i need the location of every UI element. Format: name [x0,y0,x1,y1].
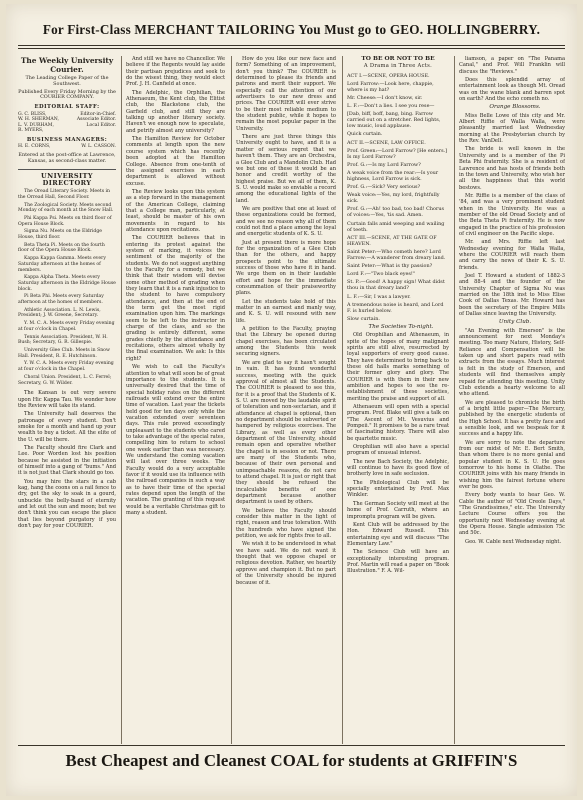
newspaper-page [6,4,577,796]
drama-subtitle: A Drama in Three Acts. [363,63,433,70]
article-paragraph: Miss Belle Lowe of this city and Mr. Albert Riffie of Walla Walla, were pleasantly married last Wednesday morning at the Presbyterian church by the Rev. VanDell. [459,112,565,145]
article-paragraph: We believe the Faculty should consider this matter in the light of right, reason and true toleration. With the hundreds who have signed the petition, we ask for rights free to all. [236,507,336,540]
article-paragraph: The Kansan is out very severe upon Hic Kappa Tau. We wonder how the Review will take its stand. [18,390,116,409]
article-paragraph: Mr. Riffie is a member of the class of '84, and was a very prominent student when in the University. He was a member of the old Oread Society and of the Beta Theta Pi fraternity. He is now engaged in the practice of his profession of civil engineer on the Pacific slope. [459,192,565,237]
drama-line: Prof. Green:—Lord Farrow? [He enters.] Is my Lord Farrow? [347,147,448,160]
drama-line: Saint Peter:—What is thy passion? [347,263,433,270]
masthead-subtitle: The Leading College Paper of the Southwest. [25,75,109,87]
column-5 [459,56,565,746]
staff-member-cell: Editor-in-Chief. [80,111,116,117]
column-divider [342,56,343,744]
column-2 [126,56,225,746]
directory-list [18,189,116,386]
article-paragraph: Let the students take hold of this matter in an earnest and manly way, and K. S. U. will resound with new life. [236,298,336,324]
bottom-rule [18,745,565,746]
postal-entry-note: Entered at the post-office at Lawrence, Kansas, as second-class matter. [18,151,116,164]
article-paragraph: The bride is well known in the University and is a member of the Pi Beta Phi fraternity. She is a resident of Lawrence and has hosts of friends both in the town and University, who wish her all the happiness that this world bestows. [459,146,565,191]
article-paragraph: The COURIER believes that in entering its protest against the system of marking, it voices the sentiment of the majority of the students. We do not suggest anything to the Faculty for a remedy, but we think that their wisdom will devise some other method of grading when they learn that it is a rank injustice to the student to have compulsory attendance, and then at the end of the term get the most rigid examination upon him. The markings seem to be left to the instructor in charge of the class, and so the grading is entirely different, some grades chiefly by the attendance and recitations, others almost wholly by the final examination. We ask: Is this right? [126,235,225,362]
drama-line: Prof. G.:—Ah! too bad, too bad! Chorus of voices:—Yes, 'tis sad. Amen. [347,206,444,219]
drama-line: Lord Farrow:—Look here, chappie, where is my hat? [347,80,434,93]
directory-item: University Glee Club. Meets in Snow Hall. President, R. E. Hutchinson. [18,348,110,359]
staff-member-cell: Local Editor. [86,122,116,128]
top-rule-thin [18,48,565,49]
column-3-articles [236,56,336,586]
staff-member-cell: W. H. SHERMAN, [18,117,59,123]
article-paragraph: We wish it to be understood in what we have said. We do not want it thought that we oppose chapel or religious devotion. Rather, we heartily approve and champion it. But no part of the University should be injured because of it. [236,541,336,586]
article-paragraph: The Philological Club will be specially entertained by Prof. Max Winkler. [347,479,449,499]
drama-line: Slow curtain. [347,315,380,322]
directory-item: The Zoological Society. Meets second Monday of each month at the Snow Hall. [18,202,114,214]
directory-item: Kappa Alpha Theta. Meets every Saturday afternoon in the Eldridge House block. [18,275,116,292]
societies-articles [347,332,449,574]
article-paragraph: We are positive that one at least of these organizations could be formed, and we see no reason why all of them could not find a place among the loyal and energetic students of K. S. U. [236,205,336,238]
masthead-title: The Weekly University Courier. [20,56,114,74]
business-manager-cell: W. L. CASSON. [81,144,116,150]
directory-item: Kappa Kappa Gamma. Meets every Saturday afternoon at the homes of members. [18,256,106,273]
column-divider [121,56,122,744]
article-paragraph: Kent Club will be addressed by the Hon. Edward Russell. This entertaining eye and will discuss "The Elementary Law." [347,521,449,547]
business-managers-heading: BUSINESS MANAGERS: [26,136,108,143]
societies-heading: The Societies To-night. [368,323,434,330]
article-paragraph: liamson, a paper on "The Panama Canal," and Prof. Will Franklin will discuss the "Reviews." [459,56,565,75]
column-divider [231,56,232,744]
article-paragraph: Just at present there is more hope for the organization of a Glee Club than for the others, and happy prospects point to the ultimate success of those who have it in hand. We urge them on in their laudable effort and hope for the immediate consummation of their praiseworthy plans. [236,239,336,297]
drama-line: L. F.:—Don't a lies. I see you rese— [347,103,435,110]
drama-line: A tremendous noise is heard, and Lord F. is hurled below. [347,301,444,314]
directory-item: Phi Kappa Psi. Meets on third floor of Opera House Block. [18,215,112,227]
drama-line: Weak voice:—Yes, my lord, frightfully sick. [347,192,440,205]
drama-line: ACT III.—SCENE, AT THE GATE OF HEAVEN. [347,234,437,247]
staff-member-cell: G. C. BLISS, [18,111,47,117]
drama-line: Saint Peter:—Who cometh here? Lord Farrow:—A wanderer from dreary land. [347,248,446,262]
article-paragraph: We wish to call the Faculty's attention to what will soon be of great importance to the students. It is universally desired that the time of special holiday rates on the different railroads will extend over the entire time of vacation. Last year the tickets held good for ten days only while the vacation extended over seventeen days. This rule proved exceedingly unpleasant to the students who cared to take advantage of the special rates, compelling him to return to school one week earlier than was necessary. We understand the coming vacation will last over three weeks. The Faculty would do a very acceptable favor if it would use its influence with the railroad companies in such a way as to have their time of the special rates depend upon the length of the vacation. The granting of this request would be a veritable Christmas gift to many a student. [126,364,225,517]
drama-line: Prof. G.:—Is my Lord Farrow? [347,161,421,168]
directory-item: Pi Beta Phi. Meets every Saturday afternoon at the homes of members. [18,294,104,306]
drama-title: TO BE OR NOT TO BE [361,56,435,62]
article-paragraph: Mr. and Mrs. Riffie left last Wednesday evening for Walla Walla, where the COURIER will reach them and carry the news of their K. S. U. friends. [459,239,565,271]
column-1-articles [18,390,116,529]
column-1 [18,56,116,746]
article-paragraph: Does this splendid array of entertainment look as though Mt. Oread was on the wane blank and barren spot on earth? And the echo cometh no. [459,77,565,103]
article-paragraph: You may hire the stars in a cab kag, hang the coons on a rail fence to dry, get the sky to soak in a gourd, unbuckle the belly-band of eternity and let out the sun and moon; but we don't think you can escape the place that lies beyond purgatory if you don't pay for your COURIER. [18,478,116,530]
top-rule [18,45,565,46]
directory-item: Choral Union. President, L. C. Ferrel; Secretary, G. W. Wilder. [18,374,112,386]
article-paragraph: The new Bach Society, the Adelphic, will continue to have its good flow of brotherly love in safe seclusion. [347,458,449,478]
directory-item: Beta Theta Pi. Meets on the fourth floor of the Opera House Block. [18,242,105,254]
article-paragraph: How do you like our new face and form? Something of an improvement, don't you think? The COURIER is determined to please its friends and patrons and merit their support. We especially call the attention of our advertisers to our new dress and prices. The COURIER will ever strive to be their most reliable medium to the student public, while it hopes to remain the most popular paper in the University. [236,56,336,132]
article-paragraph: A petition to the Faculty, praying that the Library be opened during chapel exercises, has been circulated among the Students this week securing signers. [236,326,336,358]
masthead-published: Published Every Friday Morning by the COURIER COMPANY. [18,88,116,101]
bottom-advertisement-banner: Best Cheapest and Cleanest COAL for students at GRIFFIN'S [65,751,518,770]
staff-member-cell: L. V. DURHAM, [18,122,54,128]
directory-title: UNIVERSITY DIRECTORY [18,169,116,186]
column-divider [454,56,455,744]
drama-line: ACT I.—SCENE, OPERA HOUSE. [347,72,430,79]
article-paragraph: Joel T. Howard a student of 1882-3 and 88-4 and the founder of the University Chapter of Sigma Nu was married on the 18th inst to Miss Elise Cook of Dallas Texas. Mr. Howard has been the secretary of the Empire Mills of Dallas since leaving the University. [459,273,565,318]
article-paragraph: Athenaeum will open with a special program. Prof. Blake will give a talk on "The Ascent of Mt. Vesuvius and Pompeii." It promises to be a rare treat of fascinating history. There will also be quartette music. [347,404,449,442]
article-paragraph: We are glad to say it hasn't sought in vain. It has found wonderful success, meeting with the quick approval of almost all the Students. The COURIER is pleased to see this, for it is a proof that the Students of K. S. U. are moved by the laudable spirit of toleration and non-sectarian, and if attendance at chapel is optional, then no department should be subverted or hampered by religious exercises. The Library, as well as every other department of the University, should remain open and operative whether the chapel is in session or not. There are many of the Students who, because of their own personal and unimpeachable reasons, do not care to attend chapel. It is just or right that they should be refused the incalculable benefits of one department because another department is used by others. [236,359,336,506]
directory-item: The Oread Literary Society. Meets in the Orread Hall, Second Floor. [18,189,110,200]
article-paragraph: The Hamilton Review for October comments at length upon the new course system which has recently been adopted at the Hamilton College. Absence from one-tenth of the assigned exercises in each department is allowed without excuse. [126,136,225,187]
drama-line: Prof. G.:—Sick? Very serious? [347,184,421,191]
article-paragraph: There are just three things this University ought to have, and it is a matter of serious regret that we haven't them. They are an Orchestra, a Glee Club and a Mandolin Club. Had we but one of these it would be an honor and credit worthy of the highest praise. But we all of them, K. S. U. would make so enviable a record among the educational lights of the land. [236,134,336,204]
orange-blossoms-heading: Orange Blossoms. [489,104,541,111]
drama-line: Lord F.:—"Two black eyes!" [347,271,416,278]
drama-line: ACT II.—SCENE, LAW OFFICE. [347,139,426,146]
directory-item: Y. M. C. A. Meets every Friday evening at four o'clock in Chapel. [18,321,115,332]
article-paragraph: "An Evening with Emerson" is the announcement for next Monday's meeting. Too many Nature, History, Self-Reliance and Compensation will be taken up and short papers read with extracts from the essays. Much interest is felt in the study of Emerson, and students will find themselves amply repaid for attending this meeting. Unity Club extends a hearty welcome to all who attend. [459,327,565,398]
article-paragraph: Every body wants to hear Geo. W. Cable the author of "Old Creole Days," "The Grandissimes," etc. The University Lecture Course offers you the opportunity next Wednesday evening at the Opera House. Single admission 75c and 50c. [459,492,565,537]
directory-item: Tennis Association. President, W. H. Bush; Secretary, G. R. Gillespie. [18,334,108,346]
directory-item: Sigma Nu. Meets on the Eldridge House, third floor. [18,229,103,241]
column-5-top-articles [459,56,565,102]
article-paragraph: Geo. W. Cable next Wednesday night. [465,538,562,545]
business-manager-cell: H. E. CORNS, [18,144,51,150]
staff-member [18,128,116,134]
drama-line: L. F.:—Sir, I was a lawyer. [347,293,411,300]
drama-line: Quick curtain. [347,131,383,138]
drama-text [347,73,449,322]
article-paragraph: Orophilian will also have a special program of unusual interest. [347,444,449,457]
drama-line: St. P.:—Good! A happy sign! What didst thou in that dreary land? [347,279,445,292]
column-3 [236,56,336,746]
article-paragraph: We are pleased to chronicle the birth of a bright little paper—The Mercury, published by the energetic students of the High School. It has a pretty face and a sensible look, and we bespeak for it success and a happy life. [459,399,565,438]
business-manager [18,144,116,150]
business-managers-list [18,144,116,150]
drama-line: A weak voice from the rear:—Is your highness, Lord Farrow is sick. [347,169,439,182]
article-paragraph: The Science Club will have an exceptionally interesting program. Prof. Martin will read a paper on "Book Illustration." F. A. Wil- [347,549,449,575]
staff-member-cell: Associate Editor. [76,117,116,123]
article-paragraph: The Review looks upon this system as a step forward in the management of the American College, claiming that a College man, particularly, at least, should be master of his own movements in regard to his attendance upon recitations. [126,188,225,233]
directory-item: Athletic Association. L. N. Lewis, President; J. W. Greene, Secretary. [18,307,101,319]
editorial-staff-heading: EDITORIAL STAFF: [34,104,100,111]
unity-club-heading: Unity Club. [498,319,532,326]
drama-line: Mr. Cheese:—I don't know, sir. [347,94,423,101]
column-2-articles [126,56,225,516]
column-4 [347,56,449,746]
drama-line: Curtain falls amid weeping and wailing of teeth. [347,220,445,233]
directory-item: Y. W. C. A. Meets every Friday evening at four o'clock in the Chapel. [18,361,114,373]
article-paragraph: The German Society will meet at the home of Prof. Carruth, where an impromptu program will be given. [347,500,449,520]
editorial-staff-list [18,112,116,134]
article-paragraph: Old Orophilian and Athenaeum, in spite of the hopes of many malignant spirits are still alive, resurrected by loyal supporters of every good cause. They have determined to bring back to these old halls marks something of their former glory and glory. The COURIER is with them in their new ambition and hopes to see the re-establishment of these societies, meriting the praise and support of all. [347,332,449,402]
unity-club-articles [459,328,565,545]
article-paragraph: And still we have no Chancellor. We believe if the Regents would lay aside their partisan prejudices and seek to do the wisest thing, they would elect Prof. J. H. Canfield at once. [126,56,225,88]
article-paragraph: The Faculty should fire Clark and Lee. Poor Worden lost his position because he assisted in the initiation of himself into a gang of "bums." And it is not just that Clark should go too. [18,444,116,477]
wedding-news [459,113,565,318]
top-advertisement-banner: For First-Class MERCHANT TAILORING You Must go to GEO. HOLLINGBERRY. [42,22,541,37]
article-paragraph: The Adelphic, the Orphilian, the Athenaeum, the Kent club, the Elitist club, the Blackstone club, the Garfield club, and still they are talking up another literary society. Haven't we enough now to speculate, and petrify almost any university? [126,89,225,134]
article-paragraph: The University hall deserves the patronage of every student. Don't smoke for a month and hand up your wealth to buy a ticket. All the elite of the U. will be there. [18,411,116,443]
article-paragraph: We are sorry to note the departure from our midst of Mr. E. Bert Smith, than whom there is no more genial and popular student in K. S. U. He goes tomorrow to his home in Olathe. The COURIER joins with his many friends in wishing him the fairest fortune where ever he goes. [459,439,565,490]
staff-member-cell: R. MYERS, [18,128,44,134]
drama-line: [Dab, biff, boff, bang, bing. Farrow carried out on a stretcher. Red lights, low music, loud applause. [347,111,441,130]
